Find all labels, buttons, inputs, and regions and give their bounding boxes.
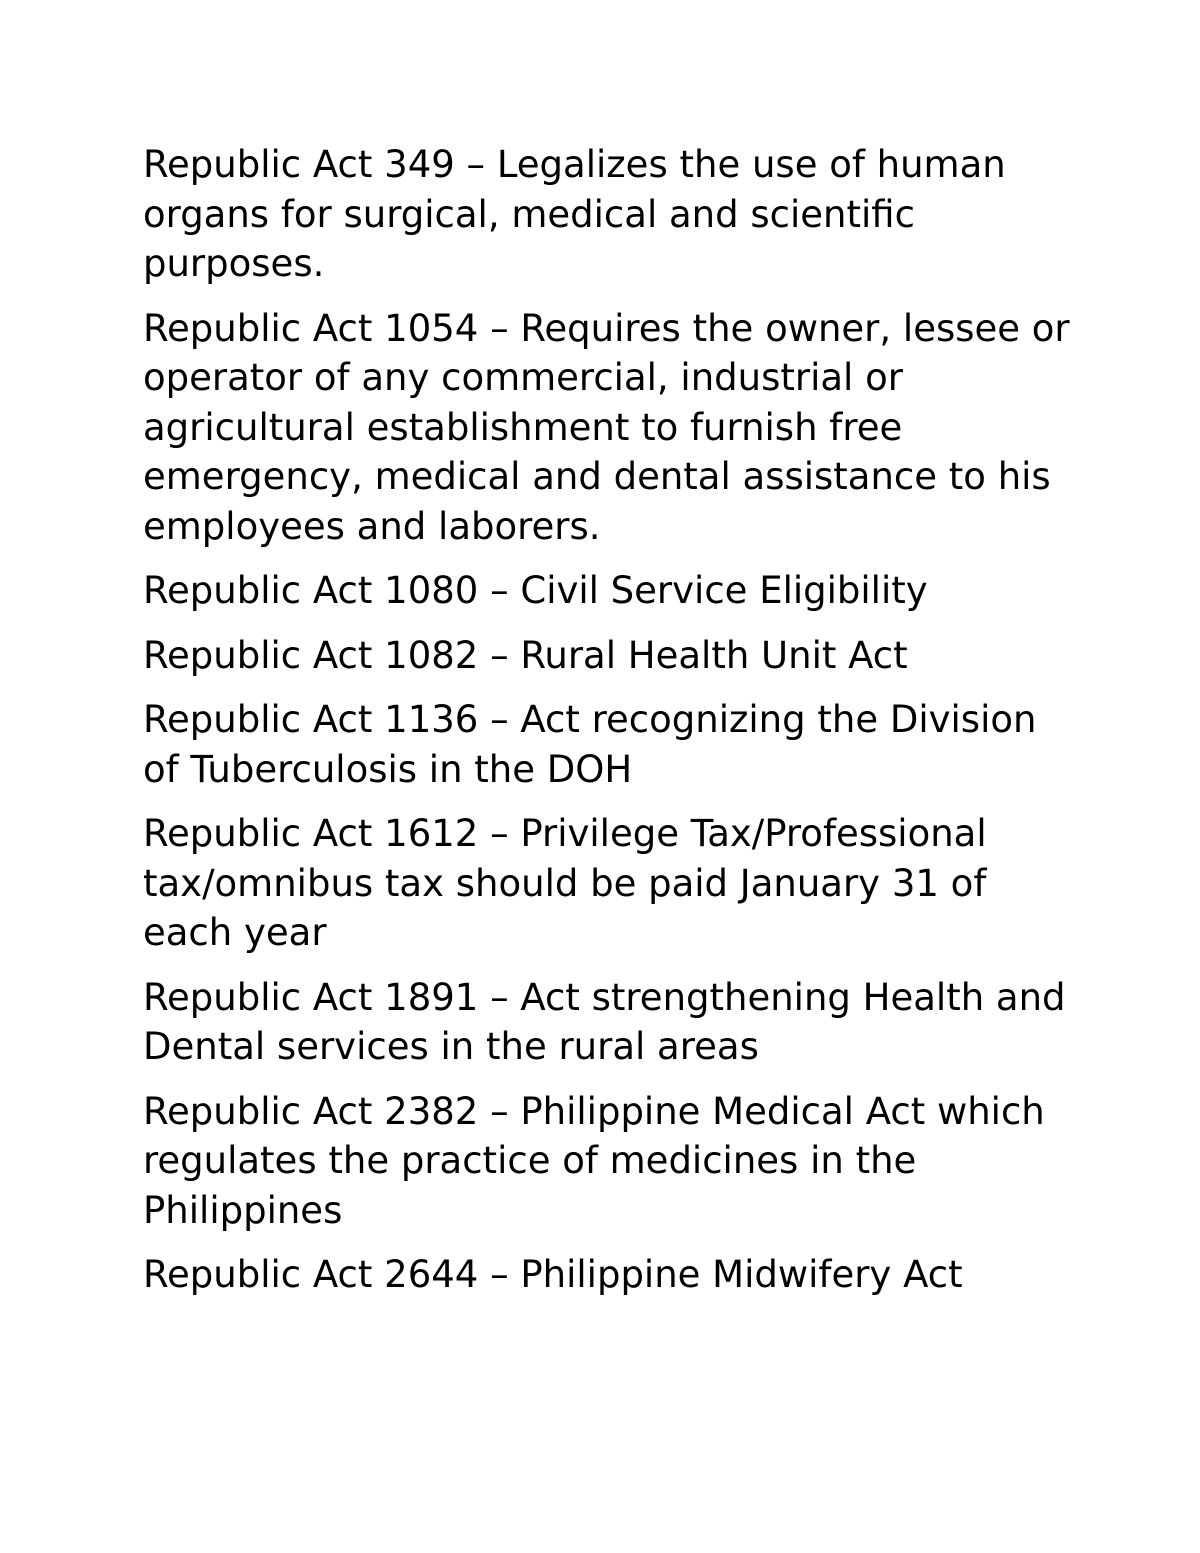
document-body [143, 140, 1073, 1315]
paragraph-ra-1136: Republic Act 1136 – Act recognizing the Division of Tuberculosis in the DOH [143, 698, 1037, 791]
paragraph-ra-1891: Republic Act 1891 – Act strengthening Health and Dental services in the rural areas [143, 975, 1066, 1068]
paragraph-ra-1082: Republic Act 1082 – Rural Health Unit Act [143, 633, 908, 677]
paragraph-ra-1612: Republic Act 1612 – Privilege Tax/Professional tax/omnibus tax should be paid January 31 of each year [143, 812, 987, 954]
paragraph-ra-1080: Republic Act 1080 – Civil Service Eligibility [143, 569, 928, 612]
paragraph-ra-2644: Republic Act 2644 – Philippine Midwifery Act [143, 1253, 963, 1296]
paragraph-ra-2382: Republic Act 2382 – Philippine Medical Act which regulates the practice of medicines in the Philippines [143, 1089, 1045, 1232]
paragraph-ra-1054: Republic Act 1054 – Requires the owner, lessee or operator of any commercial, industrial or agricultural establishment to furnish free emergency, medical and dental assistance to his employees and laborers. [143, 306, 1070, 548]
paragraph-ra-349: Republic Act 349 – Legalizes the use of human organs for surgical, medical and scientific purposes. [143, 143, 1006, 285]
